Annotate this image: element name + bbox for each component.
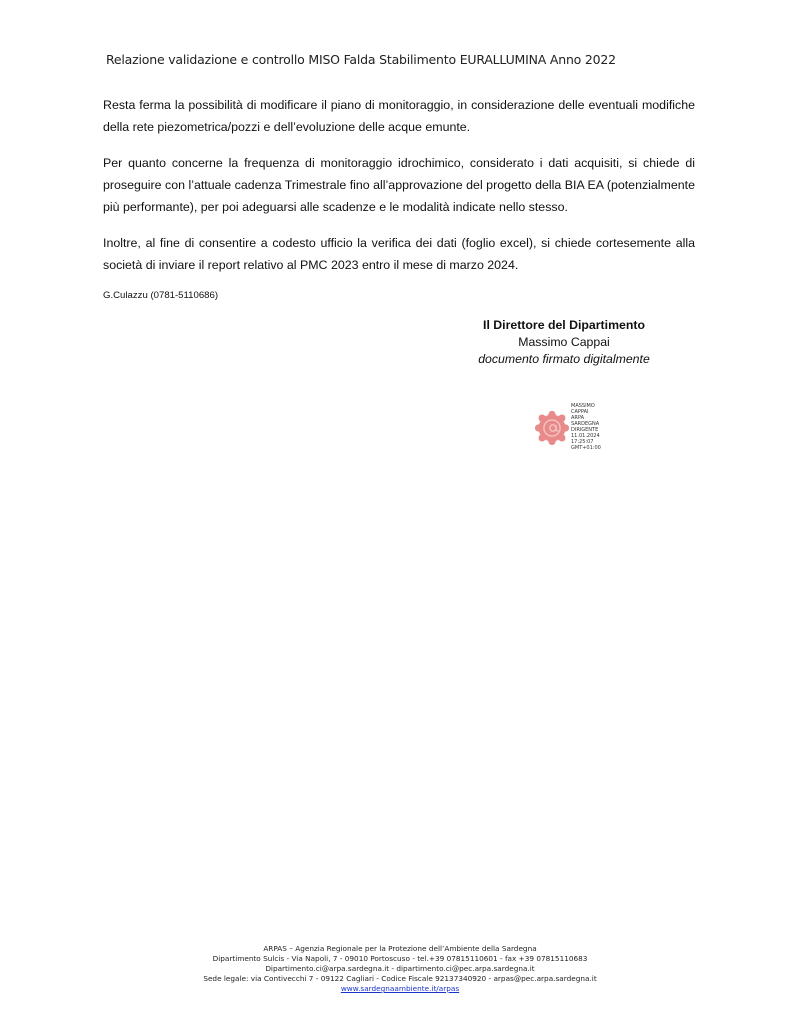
- signatory-title: Il Direttore del Dipartimento: [483, 318, 645, 332]
- stamp-text: [571, 403, 601, 451]
- digital-signature-note: documento firmato digitalmente: [478, 352, 650, 366]
- footer-agency: ARPAS – Agenzia Regionale per la Protezione dell’Ambiente della Sardegna: [263, 944, 537, 953]
- signatory-name: Massimo Cappai: [518, 335, 610, 349]
- digital-signature-stamp: [534, 403, 614, 455]
- sender-reference: G.Culazzu (0781-5110686): [103, 290, 219, 301]
- stamp-line: SARDEGNA: [571, 421, 600, 427]
- wax-seal-icon: [534, 410, 570, 446]
- footer-website-link[interactable]: www.sardegnaambiente.it/arpas: [340, 984, 460, 993]
- stamp-line: 17:25:07: [571, 439, 594, 445]
- document-header: Relazione validazione e controllo MISO Falda Stabilimento EURALLUMINA Anno 2022: [106, 52, 616, 67]
- stamp-line: GMT+01:00: [571, 445, 601, 451]
- document-footer: [0, 944, 800, 994]
- footer-emails: Dipartimento.ci@arpa.sardegna.it - dipartimento.ci@pec.arpa.sardegna.it: [265, 964, 535, 973]
- paragraph-frequency: Per quanto concerne la frequenza di monitoraggio idrochimico, considerato i dati acquisiti, si chiede di proseguire con l’attuale cadenza Trimestrale fino all’approvazione del progetto della BIA EA (potenzialmente più performante), per poi adeguarsi alle scadenze e le modalità indicate nello stesso.: [103, 156, 695, 214]
- stamp-line: CAPPAI: [571, 409, 589, 415]
- footer-legal-seat: Sede legale: via Contivecchi 7 - 09122 Cagliari - Codice Fiscale 92137340920 - arpas@pec.arpa.sardegna.it: [203, 974, 597, 983]
- signature-block: [464, 317, 664, 368]
- paragraph-report-request: Inoltre, al fine di consentire a codesto ufficio la verifica dei dati (foglio excel), si chiede cortesemente alla società di inviare il report relativo al PMC 2023 entro il mese di marzo 2024.: [103, 236, 695, 272]
- stamp-line: ARPA: [571, 415, 585, 421]
- paragraph-monitoring-plan: Resta ferma la possibilità di modificare il piano di monitoraggio, in considerazione delle eventuali modifiche della rete piezometrica/pozzi e dell’evoluzione delle acque emunte.: [103, 98, 695, 134]
- letter-body: [103, 94, 695, 290]
- stamp-line: DIRIGENTE: [571, 427, 599, 433]
- stamp-line: 11.01.2024: [571, 433, 600, 439]
- footer-department-address: Dipartimento Sulcis - Via Napoli, 7 - 09010 Portoscuso - tel.+39 07815110601 - fax +39 07815110683: [212, 954, 588, 963]
- stamp-line: MASSIMO: [571, 403, 595, 409]
